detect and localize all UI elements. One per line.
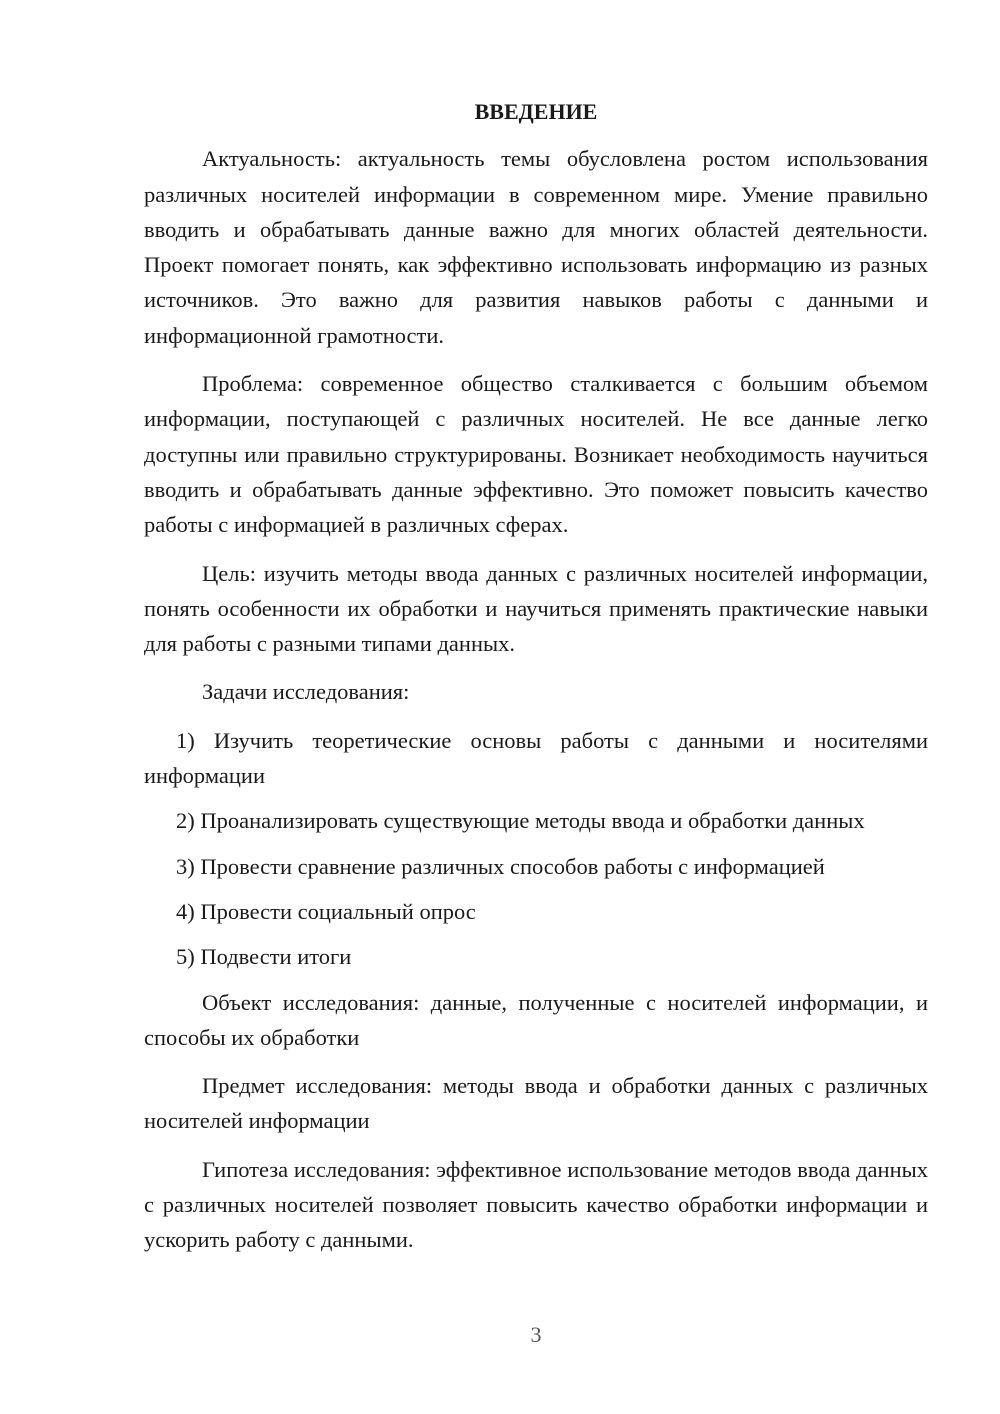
task-item-5: 5) Подвести итоги <box>176 944 352 970</box>
section-title: ВВЕДЕНИЕ <box>474 99 598 124</box>
paragraph-hypothesis: Гипотеза исследования: эффективное использование методов ввода данных с различных носителей позволяет повысить качество обработки информации и ускорить работу с данными. <box>144 1156 928 1253</box>
paragraph-object: Объект исследования: данные, полученные с носителей информации, и способы их обработки <box>144 989 928 1050</box>
tasks-heading: Задачи исследования: <box>202 679 410 705</box>
paragraph-subject: Предмет исследования: методы ввода и обработки данных с различных носителей информации <box>144 1073 928 1134</box>
page-number: 3 <box>530 1322 542 1347</box>
task-item-4: 4) Провести социальный опрос <box>176 898 476 924</box>
task-item-2: 2) Проанализировать существующие методы ввода и обработки данных <box>176 808 865 834</box>
paragraph-problem: Проблема: современное общество сталкивается с большим объемом информации, поступающей с различных носителей. Не все данные легко доступны или правильно структурированы. Возникает необходимость научиться вводить и обрабатывать данные эффективно. Это поможет повысить качество работы с информацией в различных сферах. <box>144 371 928 538</box>
task-item-1: 1) Изучить теоретические основы работы с данными и носителями информации <box>144 727 928 789</box>
paragraph-goal: Цель: изучить методы ввода данных с различных носителей информации, понять особенности их обработки и научиться применять практические навыки для работы с разными типами данных. <box>144 560 928 657</box>
document-body <box>144 94 928 1271</box>
paragraph-relevance: Актуальность: актуальность темы обусловлена ростом использования различных носителей информации в современном мире. Умение правильно вводить и обрабатывать данные важно для многих областей деятельности. Проект помогает понять, как эффективно использовать информацию из разных источников. Это важно для развития навыков работы с данными и информационной грамотности. <box>144 146 928 348</box>
task-item-3: 3) Провести сравнение различных способов работы с информацией <box>176 853 825 879</box>
